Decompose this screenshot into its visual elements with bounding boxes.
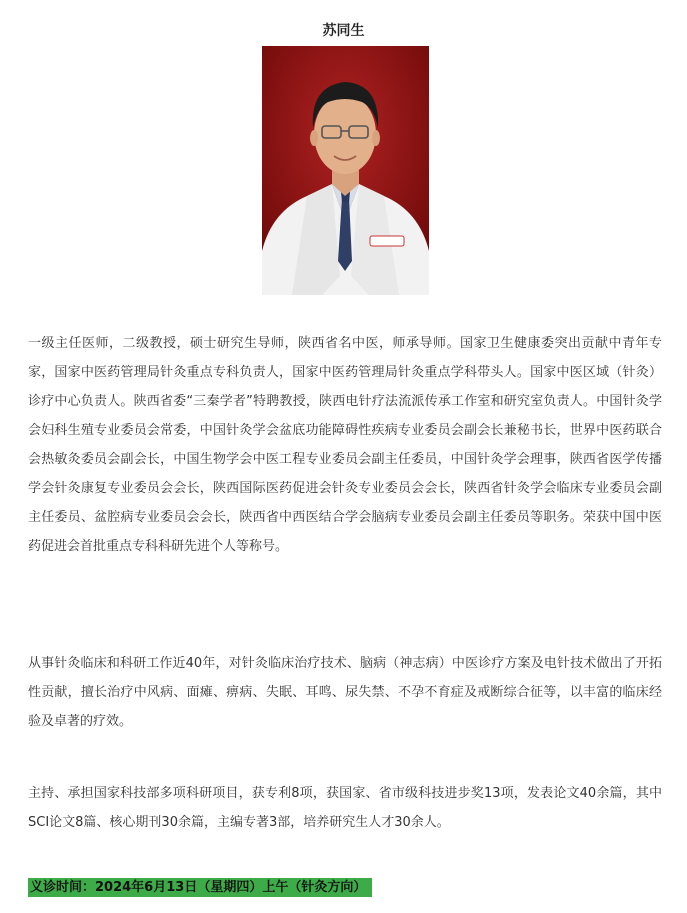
bio-paragraph-research: 主持、承担国家科技部多项科研项目，获专利8项，获国家、省市级科技进步奖13项，发表论文40余篇，其中SCI论文8篇、核心期刊30余篇，主编专著3部，培养研究生人才30余人。 (28, 786, 662, 830)
doctor-portrait-photo (262, 46, 429, 295)
bio-paragraph-experience: 从事针灸临床和科研工作近40年，对针灸临床治疗技术、脑病（神志病）中医诊疗方案及电针技术做出了开拓性贡献，擅长治疗中风病、面瘫、痹病、失眠、耳鸣、尿失禁、不孕不育症及戒断综合征等，以丰富的临床经验及卓著的疗效。 (28, 656, 662, 729)
bio-paragraph-titles: 一级主任医师，二级教授，硕士研究生导师，陕西省名中医，师承导师。国家卫生健康委突出贡献中青年专家，国家中医药管理局针灸重点专科负责人，国家中医药管理局针灸重点学科带头人。国家中医区域（针灸）诊疗中心负责人。陕西省委“三秦学者”特聘教授，陕西电针疗法流派传承工作室和研究室负责人。中国针灸学会妇科生殖专业委员会常委，中国针灸学会盆底功能障碍性疾病专业委员会副会长兼秘书长，世界中医药联合会热敏灸委员会副会长，中国生物学会中医工程专业委员会副主任委员，中国针灸学会理事，陕西省医学传播学会针灸康复专业委员会会长，陕西国际医药促进会针灸专业委员会会长，陕西省针灸学会临床专业委员会副主任委员、盆腔病专业委员会会长，陕西省中西医结合学会脑病专业委员会副主任委员等职务。荣获中国中医药促进会首批重点专科科研先进个人等称号。 (28, 336, 662, 554)
doctor-name: 苏同生 (322, 23, 365, 39)
clinic-time-banner: 义诊时间：2024年6月13日（星期四）上午（针灸方向） (28, 878, 372, 897)
